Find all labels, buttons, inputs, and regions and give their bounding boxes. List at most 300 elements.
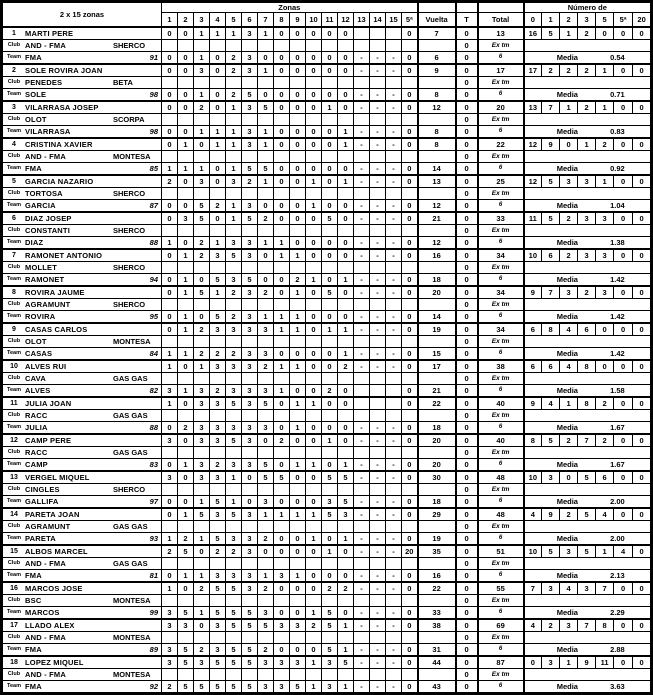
zone-empty-cell (386, 261, 402, 273)
zone-score-cell: 0 (402, 347, 418, 360)
zone-col-header: 14 (370, 13, 386, 27)
team-label: Team (7, 498, 21, 504)
t-cell: 0 (456, 298, 478, 310)
zone-empty-cell (322, 409, 338, 421)
ex-mark-cell: 6 (478, 88, 524, 101)
zone-score-cell: 2 (226, 64, 242, 77)
zone-score-cell: 1 (210, 236, 226, 249)
rider-row-lap1 (2, 323, 652, 336)
ex-tm-cell: Ex tm (478, 76, 524, 88)
media-value: 0.92 (610, 163, 625, 173)
zone-empty-cell (226, 224, 242, 236)
vuelta-lap1-cell: 13 (418, 175, 456, 188)
zone-score-cell: 0 (162, 27, 178, 40)
zone-empty-cell (178, 113, 194, 125)
rider-rank: 7 (12, 251, 16, 259)
zone-score-cell: 1 (194, 532, 210, 545)
zone-empty-cell (306, 409, 322, 421)
vuelta-empty-cell (418, 76, 456, 88)
zone-score-cell: - (354, 249, 370, 262)
zone-score-cell: 3 (258, 384, 274, 397)
media-value: 1.67 (610, 422, 625, 432)
zone-score-cell: 0 (274, 273, 290, 286)
zone-score-cell: 2 (226, 88, 242, 101)
zone-score-cell: 2 (290, 273, 306, 286)
t-cell: 0 (456, 508, 478, 521)
counts-empty-cell (524, 39, 652, 51)
ex-tm-cell: Ex tm (478, 446, 524, 458)
zone-score-cell: 1 (322, 323, 338, 336)
bike-brand: BETA (113, 77, 133, 87)
zone-score-cell: 3 (290, 619, 306, 632)
count-cell: 9 (524, 397, 542, 410)
media-label: Media (556, 644, 578, 654)
zone-col-header: 11 (322, 13, 338, 27)
zone-score-cell: 1 (338, 175, 354, 188)
zone-empty-cell (322, 631, 338, 643)
zonas-group-header: Zonas (162, 2, 418, 13)
team-left-cell (2, 606, 162, 619)
zone-score-cell: - (354, 323, 370, 336)
zone-empty-cell (162, 150, 178, 162)
zone-score-cell: 3 (226, 273, 242, 286)
counts-empty-cell (524, 224, 652, 236)
zone-score-cell: 0 (242, 495, 258, 508)
media-label: Media (556, 52, 578, 62)
zone-score-cell: 2 (194, 323, 210, 336)
zone-score-cell: 0 (402, 582, 418, 595)
zone-empty-cell (306, 39, 322, 51)
zone-score-cell: 0 (322, 347, 338, 360)
zone-score-cell: 0 (306, 212, 322, 225)
zone-empty-cell (290, 446, 306, 458)
media-value: 1.67 (610, 459, 625, 469)
zone-score-cell: - (386, 347, 402, 360)
zone-empty-cell (386, 39, 402, 51)
club-label: Club (7, 190, 21, 196)
vuelta-lap1-cell: 30 (418, 471, 456, 484)
count-cell: 0 (614, 656, 633, 669)
zone-empty-cell (338, 298, 354, 310)
zone-empty-cell (402, 557, 418, 569)
count-cell: 0 (614, 619, 633, 632)
vuelta-lap2-cell: 12 (418, 236, 456, 249)
zone-empty-cell (194, 335, 210, 347)
zone-empty-cell (290, 150, 306, 162)
zone-empty-cell (306, 520, 322, 532)
zone-empty-cell (354, 335, 370, 347)
zone-score-cell: 5 (194, 212, 210, 225)
ex-mark-cell: 6 (478, 643, 524, 656)
team-left-cell (2, 569, 162, 582)
zone-score-cell: 0 (322, 273, 338, 286)
zone-score-cell: 1 (178, 384, 194, 397)
zone-score-cell: - (370, 125, 386, 138)
zone-score-cell: 0 (402, 458, 418, 471)
rider-row-lap2 (2, 273, 652, 286)
vuelta-lap2-cell: 15 (418, 347, 456, 360)
zone-score-cell: 1 (226, 101, 242, 114)
zone-empty-cell (162, 668, 178, 680)
rider-rank: 1 (12, 29, 16, 37)
vuelta-lap1-cell: 20 (418, 434, 456, 447)
media-value: 2.29 (610, 607, 625, 617)
zone-score-cell: 0 (258, 249, 274, 262)
rider-number: 85 (149, 163, 158, 173)
zone-score-cell: - (354, 434, 370, 447)
zone-score-cell: 0 (178, 199, 194, 212)
zone-score-cell: 5 (194, 199, 210, 212)
zone-empty-cell (258, 113, 274, 125)
count-cell: 17 (524, 64, 542, 77)
rider-row-lap1 (2, 101, 652, 114)
zone-score-cell: - (386, 606, 402, 619)
zone-score-cell: 0 (306, 323, 322, 336)
zone-score-cell: 0 (162, 495, 178, 508)
vuelta-header-spacer (418, 2, 456, 13)
rider-row-club (2, 594, 652, 606)
club-left-cell (2, 261, 162, 273)
count-cell: 0 (614, 397, 633, 410)
zone-empty-cell (402, 483, 418, 495)
zone-empty-cell (322, 446, 338, 458)
team-name: FMA (25, 163, 42, 173)
rider-left-cell (2, 286, 162, 299)
count-cell: 9 (524, 286, 542, 299)
zone-score-cell: 3 (162, 384, 178, 397)
zone-empty-cell (290, 409, 306, 421)
zone-score-cell: 3 (242, 64, 258, 77)
zone-empty-cell (226, 483, 242, 495)
team-left-cell (2, 162, 162, 175)
zone-score-cell: - (386, 101, 402, 114)
media-cell (524, 495, 652, 508)
zone-score-cell: 0 (402, 125, 418, 138)
zone-empty-cell (210, 335, 226, 347)
zone-score-cell: - (354, 421, 370, 434)
zone-score-cell: 3 (194, 421, 210, 434)
club-left-cell (2, 446, 162, 458)
count-col-header: 1 (542, 13, 560, 27)
rider-name: MARCOS JOSE (25, 583, 83, 593)
rider-row-lap2 (2, 495, 652, 508)
zone-empty-cell (226, 187, 242, 199)
zone-score-cell: 1 (290, 323, 306, 336)
count-cell: 2 (560, 508, 578, 521)
zone-score-cell: - (386, 323, 402, 336)
count-cell: 12 (524, 138, 542, 151)
club-left-cell (2, 372, 162, 384)
rider-rank: 6 (12, 214, 16, 222)
zone-score-cell: 0 (338, 51, 354, 64)
rider-rank: 17 (10, 621, 18, 629)
count-cell: 0 (614, 360, 633, 373)
media-label: Media (556, 274, 578, 284)
zone-score-cell: - (386, 569, 402, 582)
zone-empty-cell (274, 483, 290, 495)
zone-empty-cell (322, 557, 338, 569)
zone-score-cell: 3 (290, 656, 306, 669)
zone-score-cell: 0 (402, 471, 418, 484)
zone-score-cell: 0 (162, 569, 178, 582)
media-value: 2.13 (610, 570, 625, 580)
count-cell: 1 (578, 138, 596, 151)
zone-empty-cell (402, 446, 418, 458)
rider-row-lap1 (2, 175, 652, 188)
zone-empty-cell (194, 372, 210, 384)
zone-score-cell: 0 (322, 175, 338, 188)
ex-mark-cell: 6 (478, 384, 524, 397)
zone-score-cell: - (354, 532, 370, 545)
zone-score-cell: 3 (242, 101, 258, 114)
total-cell: 34 (478, 323, 524, 336)
total-cell: 48 (478, 471, 524, 484)
team-left-cell (2, 421, 162, 434)
zone-score-cell: 5 (242, 619, 258, 632)
count-cell: 2 (578, 286, 596, 299)
zone-score-cell: - (386, 273, 402, 286)
count-cell: 4 (542, 397, 560, 410)
count-col-header: 5 (596, 13, 614, 27)
zone-score-cell: 2 (242, 175, 258, 188)
rider-row-club (2, 446, 652, 458)
zone-score-cell: 0 (306, 495, 322, 508)
zone-score-cell: 0 (274, 162, 290, 175)
vuelta-lap2-cell: 18 (418, 495, 456, 508)
zone-empty-cell (354, 76, 370, 88)
zone-score-cell: 0 (338, 236, 354, 249)
zone-empty-cell (338, 335, 354, 347)
club-label: Club (7, 338, 21, 344)
media-value: 2.88 (610, 644, 625, 654)
club-left-cell (2, 409, 162, 421)
zone-score-cell: 1 (290, 310, 306, 323)
zone-empty-cell (354, 483, 370, 495)
media-label: Media (556, 163, 578, 173)
zone-empty-cell (274, 520, 290, 532)
team-name: FMA (25, 644, 42, 654)
zone-score-cell: 0 (178, 582, 194, 595)
header-left-label: 2 x 15 zonas (2, 2, 162, 27)
rider-number: 93 (149, 533, 158, 543)
zone-score-cell: - (354, 582, 370, 595)
zone-empty-cell (370, 520, 386, 532)
zone-empty-cell (178, 298, 194, 310)
count-cell: 8 (578, 360, 596, 373)
zone-score-cell: - (354, 125, 370, 138)
zone-score-cell: 3 (242, 125, 258, 138)
team-left-cell (2, 199, 162, 212)
vuelta-empty-cell (418, 335, 456, 347)
zone-score-cell: 1 (258, 138, 274, 151)
vuelta-lap2-cell: 8 (418, 125, 456, 138)
zone-score-cell: 3 (210, 619, 226, 632)
zone-empty-cell (258, 594, 274, 606)
club-label: Club (7, 42, 21, 48)
vuelta-empty-cell (418, 557, 456, 569)
zone-score-cell: 1 (226, 125, 242, 138)
zone-score-cell: 5 (322, 286, 338, 299)
zone-score-cell: 0 (338, 397, 354, 410)
rider-number: 97 (149, 496, 158, 506)
rider-row-lap2 (2, 51, 652, 64)
zone-empty-cell (210, 372, 226, 384)
vuelta-empty-cell (418, 594, 456, 606)
count-cell: 9 (542, 138, 560, 151)
ex-mark-cell: 6 (478, 310, 524, 323)
team-name: DIAZ (25, 237, 44, 247)
zone-empty-cell (194, 261, 210, 273)
zone-score-cell: 0 (306, 569, 322, 582)
count-cell: 3 (560, 545, 578, 558)
counts-empty-cell (524, 446, 652, 458)
counts-empty-cell (524, 483, 652, 495)
zone-empty-cell (274, 631, 290, 643)
zone-score-cell: 0 (162, 249, 178, 262)
club-label: Club (7, 634, 21, 640)
zone-score-cell: 2 (322, 582, 338, 595)
zone-score-cell: - (370, 88, 386, 101)
zone-score-cell: 0 (274, 458, 290, 471)
zone-empty-cell (354, 594, 370, 606)
t-cell: 0 (456, 471, 478, 484)
team-left-cell (2, 273, 162, 286)
t-cell: 0 (456, 582, 478, 595)
zone-score-cell: 0 (290, 199, 306, 212)
team-left-cell (2, 236, 162, 249)
ex-mark-cell: 6 (478, 162, 524, 175)
rider-name: GARCIA NAZARIO (25, 176, 94, 186)
vuelta-empty-cell (418, 113, 456, 125)
zone-score-cell: 0 (306, 360, 322, 373)
count-cell: 8 (524, 434, 542, 447)
rider-number: 88 (149, 237, 158, 247)
count-cell: 0 (633, 434, 652, 447)
zone-score-cell: 3 (226, 458, 242, 471)
zone-score-cell: - (354, 458, 370, 471)
rider-row-lap1 (2, 286, 652, 299)
team-label: Team (7, 387, 21, 393)
zone-empty-cell (162, 520, 178, 532)
zone-empty-cell (242, 76, 258, 88)
zone-score-cell: 0 (338, 27, 354, 40)
t-cell: 0 (456, 162, 478, 175)
zone-score-cell: 0 (162, 199, 178, 212)
count-cell: 0 (614, 27, 633, 40)
media-cell (524, 532, 652, 545)
rider-row-lap2 (2, 310, 652, 323)
zone-score-cell: 1 (274, 249, 290, 262)
ex-mark-cell: 6 (478, 458, 524, 471)
count-cell: 0 (614, 175, 633, 188)
club-left-cell (2, 150, 162, 162)
team-name: MARCOS (25, 607, 60, 617)
zone-empty-cell (386, 557, 402, 569)
zone-score-cell: 0 (306, 434, 322, 447)
zone-score-cell: 2 (194, 347, 210, 360)
zone-score-cell: - (354, 495, 370, 508)
bike-brand: SHERCO (113, 188, 146, 198)
zone-empty-cell (354, 187, 370, 199)
zone-col-header: 12 (338, 13, 354, 27)
bike-brand: SCORPA (113, 114, 145, 124)
zone-empty-cell (370, 409, 386, 421)
count-cell: 6 (542, 249, 560, 262)
team-left-cell (2, 458, 162, 471)
media-value: 2.00 (610, 533, 625, 543)
zone-score-cell: 1 (194, 51, 210, 64)
t-cell: 0 (456, 236, 478, 249)
zone-score-cell: 0 (338, 212, 354, 225)
zone-score-cell: - (354, 175, 370, 188)
zone-score-cell: 1 (274, 323, 290, 336)
zone-empty-cell (402, 113, 418, 125)
zone-score-cell: 5 (226, 656, 242, 669)
count-cell: 16 (524, 27, 542, 40)
zone-score-cell: 3 (242, 51, 258, 64)
rider-rank: 5 (12, 177, 16, 185)
rider-row-lap1 (2, 656, 652, 669)
rider-row-lap1 (2, 138, 652, 151)
rider-rank: 4 (12, 140, 16, 148)
rider-name: CASAS CARLOS (25, 324, 88, 334)
count-cell: 4 (560, 323, 578, 336)
rider-number: 87 (149, 200, 158, 210)
zone-score-cell: 0 (402, 384, 418, 397)
zone-score-cell: 3 (274, 569, 290, 582)
zone-empty-cell (178, 668, 194, 680)
zone-empty-cell (258, 224, 274, 236)
rider-row-club (2, 150, 652, 162)
rider-rank: 14 (10, 510, 18, 518)
zone-empty-cell (258, 668, 274, 680)
zone-score-cell: 0 (306, 125, 322, 138)
media-value: 2.00 (610, 496, 625, 506)
zone-score-cell: 0 (402, 360, 418, 373)
zone-score-cell: 1 (306, 397, 322, 410)
zone-score-cell (386, 27, 402, 40)
rider-name: VILARRASA JOSEP (25, 102, 99, 112)
t-cell: 0 (456, 64, 478, 77)
rider-row-club (2, 409, 652, 421)
ex-tm-cell: Ex tm (478, 557, 524, 569)
counts-empty-cell (524, 409, 652, 421)
zone-score-cell: 0 (162, 323, 178, 336)
zone-score-cell: - (354, 545, 370, 558)
count-cell: 2 (542, 64, 560, 77)
zone-empty-cell (162, 187, 178, 199)
zone-score-cell: 1 (210, 125, 226, 138)
rider-name: RAMONET ANTONIO (25, 250, 103, 260)
zone-empty-cell (226, 409, 242, 421)
zone-score-cell: - (354, 64, 370, 77)
rider-name: JULIA JOAN (25, 398, 72, 408)
club-label: Club (7, 301, 21, 307)
zone-score-cell: - (386, 286, 402, 299)
zone-score-cell: 1 (194, 495, 210, 508)
count-cell: 0 (633, 64, 652, 77)
ex-tm-cell: Ex tm (478, 520, 524, 532)
zone-score-cell: - (386, 619, 402, 632)
zone-score-cell: 0 (402, 310, 418, 323)
zone-score-cell: - (370, 495, 386, 508)
zone-empty-cell (274, 224, 290, 236)
zone-score-cell: 3 (194, 175, 210, 188)
count-cell: 11 (596, 656, 614, 669)
club-name: RACC (25, 447, 48, 457)
zone-score-cell: 0 (178, 397, 194, 410)
t-cell: 0 (456, 286, 478, 299)
